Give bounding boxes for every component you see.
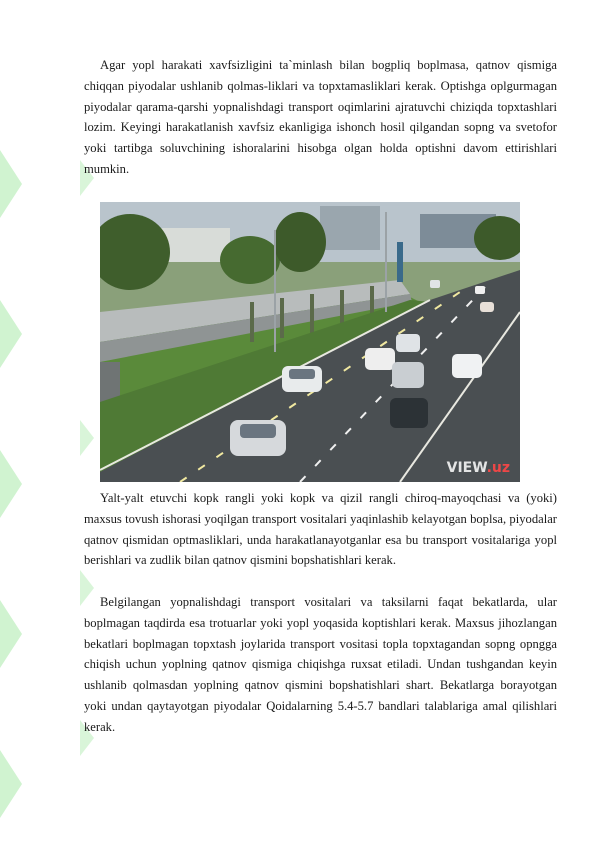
paragraph-1: Agar yopl harakati xavfsizligini ta`minlash bilan bogpliq boplmasa, qatnov qismiga chiqqan piyodalar ushlanib qolmas-liklari va topxtamasliklari kerak. Optishga oplgurmagan piyodalar qarama-qarshi yopnalishdagi transport oqimlarini ajratuvchi chiziqda topxtashlari lozim. Keyingi harakatlanish xavfsiz ekanligiga ishonch hosil qilgandan sopng va svetofor yoki tartibga soluvchining ishoralarini hisobga olgan holda optishni davom ettirishlari mumkin. xyxy=(84,58,557,176)
watermark-arrow-icon xyxy=(0,450,22,518)
paragraph-3: Belgilangan yopnalishdagi transport vositalari va taksilarni faqat bekatlarda, ular boplmagan taqdirda esa trotuarlar yoki yopl yoqasida koptishlari kerak. Maxsus jihozlangan bekatlari boplmagan topxtash joylarida transport vositasi topla topxtagandan sopng opngga chiqish uchun yoplning qatnov qismiga chiqishga ruxsat etiladi. Undan tushgandan keyin ushlanib qolmasdan yoplning qatnov qismini bopshatishlari shart. Bekatlarga borayotgan yoki undan qaytayotgan piyodalar Qoidalarning 5.4-5.7 bandlari talablariga amal qilishlari kerak. xyxy=(84,595,557,734)
paragraph-2: Yalt-yalt etuvchi kopk rangli yoki kopk va qizil rangli chiroq-mayoqchasi va (yoki) maxsus tovush ishorasi yoqilgan transport vositalari yaqinlashib kelayotgan boplsa, piyodalar qatnov qismidan optmasliklari, unda harakatlanayotganlar esa bu transport vositalariga yopl berishlari va zudlik bilan qatnov qismini bopshatishlari kerak. xyxy=(84,491,557,568)
road-traffic-photo xyxy=(100,202,520,482)
watermark-arrow-icon xyxy=(0,150,22,218)
watermark-arrow-icon xyxy=(80,420,94,456)
watermark-arrow-icon xyxy=(0,300,22,368)
watermark-arrow-icon xyxy=(0,750,22,818)
watermark-arrow-icon xyxy=(0,600,22,668)
photo-watermark: VIEW.uz xyxy=(446,460,510,476)
